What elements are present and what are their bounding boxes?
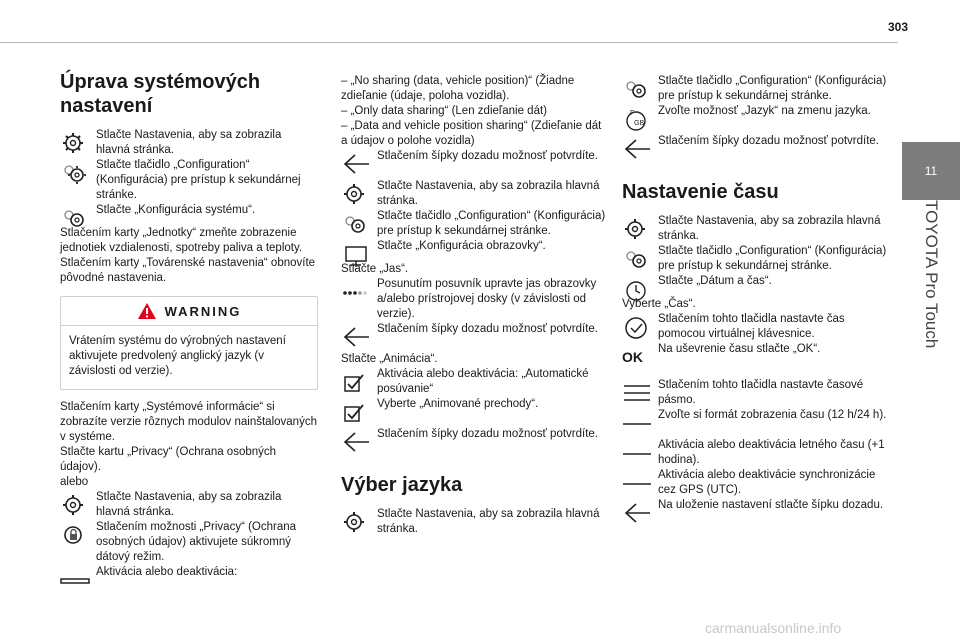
- step-text: Stlačte tlačidlo „Configuration“ (Konfigurácia) pre prístup k sekundárnej stránke.: [377, 210, 606, 237]
- back-arrow-icon: [341, 429, 371, 455]
- step-text: Aktivácia alebo deaktivácia:: [96, 566, 238, 578]
- step-item: [622, 134, 887, 164]
- step-item: [341, 322, 606, 352]
- clock-calendar-icon: [622, 276, 652, 302]
- option-line: – „No sharing (data, vehicle position)“ (Žiadne zdieľanie (údaje, poloha vozidla).: [341, 75, 575, 102]
- step-text: Stlačte Nastavenia, aby sa zobrazila hlavná stránka.: [377, 180, 600, 207]
- back-arrow-icon: [622, 136, 652, 162]
- step-text: Stlačte Nastavenia, aby sa zobrazila hlavná stránka.: [96, 129, 282, 156]
- step-text: Stlačte Nastavenia, aby sa zobrazila hlavná stránka.: [96, 491, 282, 518]
- step-text: Stlačte „Dátum a čas“.: [658, 275, 772, 287]
- menu-lines-icon: [622, 380, 652, 406]
- step-text: Stlačením možnosti „Privacy“ (Ochrana osobných údajov) aktivujete súkromný dátový režim.: [96, 521, 297, 563]
- toggle-icon: [622, 440, 652, 466]
- step-item: [60, 128, 318, 158]
- step-text: Aktivácia alebo deaktivácia: „Automatické posúvanie“: [377, 368, 589, 395]
- step-text: Stlačte tlačidlo „Configuration“ (Konfigurácia) pre prístup k sekundárnej stránke.: [658, 245, 887, 272]
- chapter-number: 11: [924, 164, 938, 178]
- step-text: Vyberte „Animované prechody“.: [377, 398, 539, 410]
- chapter-label-container: [903, 200, 959, 370]
- step-item: [60, 158, 318, 203]
- step-text: Aktivácia alebo deaktivácia letného času (+1 hodina).: [658, 439, 885, 466]
- paragraph: Stlačením karty „Systémové informácie“ si zobrazíte verzie rôznych modulov nainštalovaných v systéme.: [60, 401, 317, 443]
- step-text: Posunutím posuvník upravte jas obrazovky a/alebo prístrojovej dosky (v závislosti od verzie).: [377, 278, 597, 320]
- double-gear-icon: [622, 76, 652, 102]
- paragraph: Stlačením karty „Jednotky“ zmeňte zobrazenie jednotiek vzdialenosti, spotreby paliva a teploty.: [60, 227, 303, 254]
- chapter-tab: [902, 142, 960, 200]
- step-item: [60, 490, 318, 520]
- ok-label: OK: [622, 349, 643, 365]
- step-item: [60, 520, 318, 565]
- step-item: [341, 507, 606, 537]
- gear-icon: [341, 181, 371, 207]
- step-text: Aktivácia alebo deaktivácie synchronizácie cez GPS (UTC).: [658, 469, 876, 496]
- step-text: Stlačením šípky dozadu možnosť potvrdíte.: [377, 428, 599, 440]
- warning-header: [61, 297, 317, 326]
- step-item: [341, 367, 606, 397]
- step-text: Na uloženie nastavení stlačte šípku dozadu.: [658, 499, 884, 511]
- paragraph: Stlačte „Jas“.: [341, 263, 409, 275]
- step-item: [341, 397, 606, 427]
- privacy-lock-icon: [60, 522, 90, 548]
- toggle-icon: [622, 470, 652, 496]
- step-item: [622, 274, 887, 289]
- step-text: Zvoľte si formát zobrazenia času (12 h/24 h).: [658, 409, 887, 421]
- double-gear-icon: [60, 205, 90, 231]
- svg-text:F: F: [630, 110, 635, 117]
- step-item: [622, 408, 887, 438]
- toggle-icon: [622, 410, 652, 436]
- step-text: Stlačte „Konfigurácia systému“.: [96, 204, 256, 216]
- gear-icon: [622, 216, 652, 242]
- step-text: Stlačením tohto tlačidla nastavte časové pásmo.: [658, 379, 864, 406]
- monitor-icon: [341, 241, 371, 267]
- step-text: Stlačte Nastavenia, aby sa zobrazila hlavná stránka.: [377, 508, 600, 535]
- double-gear-icon: [60, 160, 90, 186]
- step-text: Stlačením šípky dozadu možnosť potvrdíte.: [377, 323, 599, 335]
- step-item: [622, 438, 887, 468]
- clock-icon: [622, 314, 652, 340]
- step-item: [622, 214, 887, 244]
- warning-text: Vrátením systému do výrobných nastavení aktivujete predvolený anglický jazyk (v závislosti od verzie).: [69, 335, 286, 377]
- step-item: [341, 239, 606, 254]
- step-text: Stlačením šípky dozadu možnosť potvrdíte.: [377, 150, 599, 162]
- step-item: [60, 565, 318, 580]
- step-item: [341, 277, 606, 322]
- svg-text:GB: GB: [634, 120, 645, 127]
- step-text: Stlačte „Konfigurácia obrazovky“.: [377, 240, 546, 252]
- step-text: Stlačte tlačidlo „Configuration“ (Konfigurácia) pre prístup k sekundárnej stránke.: [658, 75, 887, 102]
- step-item: [622, 244, 887, 274]
- gear-icon: [60, 130, 90, 156]
- checkbox-icon: [341, 399, 371, 425]
- warning-title: WARNING: [164, 303, 242, 319]
- watermark: carmanualsonline.info: [705, 620, 842, 636]
- paragraph: Vyberte „Čas“.: [622, 298, 696, 310]
- dots-slider-icon: [341, 279, 371, 305]
- warning-box: [60, 296, 318, 390]
- step-item: [60, 203, 318, 218]
- step-text: Na uševrenie času stlačte „OK“.: [658, 343, 821, 355]
- section-title: Úprava systémových nastavení: [60, 71, 261, 117]
- language-icon: [622, 106, 652, 132]
- warning-triangle-icon: [137, 302, 157, 320]
- step-item: [622, 104, 887, 134]
- column-2: [341, 74, 606, 537]
- back-arrow-icon: [341, 324, 371, 350]
- column-3: [622, 74, 887, 528]
- step-item: [341, 149, 606, 179]
- step-item: [622, 342, 887, 372]
- gear-icon: [341, 509, 371, 535]
- section-title: Nastavenie času: [622, 181, 779, 203]
- header-rule: [0, 42, 898, 43]
- step-text: Stlačením šípky dozadu možnosť potvrdíte.: [658, 135, 880, 147]
- step-text: Stlačením tohto tlačidla nastavte čas pomocou virtuálnej klávesnice.: [658, 313, 845, 340]
- double-gear-icon: [622, 246, 652, 272]
- column-1: [60, 70, 318, 580]
- step-text: Stlačte Nastavenia, aby sa zobrazila hlavná stránka.: [658, 215, 881, 242]
- option-line: – „Data and vehicle position sharing“ (Zdieľanie dát a údajov o polohe vozidla): [341, 120, 602, 147]
- step-item: [622, 74, 887, 104]
- step-item: [622, 468, 887, 498]
- step-item: [622, 378, 887, 408]
- step-item: [341, 179, 606, 209]
- page-number: 303: [888, 20, 909, 34]
- back-arrow-icon: [622, 500, 652, 526]
- option-line: – „Only data sharing“ (Len zdieľanie dát): [341, 105, 547, 117]
- section-title: Výber jazyka: [341, 474, 463, 496]
- chapter-label: TOYOTA Pro Touch: [922, 200, 941, 349]
- step-text: Zvoľte možnosť „Jazyk“ na zmenu jazyka.: [658, 105, 871, 117]
- step-item: [622, 312, 887, 342]
- paragraph: Stlačte „Animácia“.: [341, 353, 438, 365]
- paragraph: Stlačením karty „Továrenské nastavenia“ obnovíte pôvodné nastavenia.: [60, 257, 316, 284]
- gear-icon: [60, 492, 90, 518]
- paragraph: Stlačte kartu „Privacy“ (Ochrana osobných údajov).: [60, 446, 277, 473]
- step-item: [341, 427, 606, 457]
- step-text: Stlačte tlačidlo „Configuration“ (Konfigurácia) pre prístup k sekundárnej stránke.: [96, 159, 301, 201]
- paragraph: alebo: [60, 476, 89, 488]
- double-gear-icon: [341, 211, 371, 237]
- back-arrow-icon: [341, 151, 371, 177]
- toggle-icon: [60, 567, 90, 593]
- step-item: [622, 498, 887, 528]
- checkbox-icon: [341, 369, 371, 395]
- step-item: [341, 209, 606, 239]
